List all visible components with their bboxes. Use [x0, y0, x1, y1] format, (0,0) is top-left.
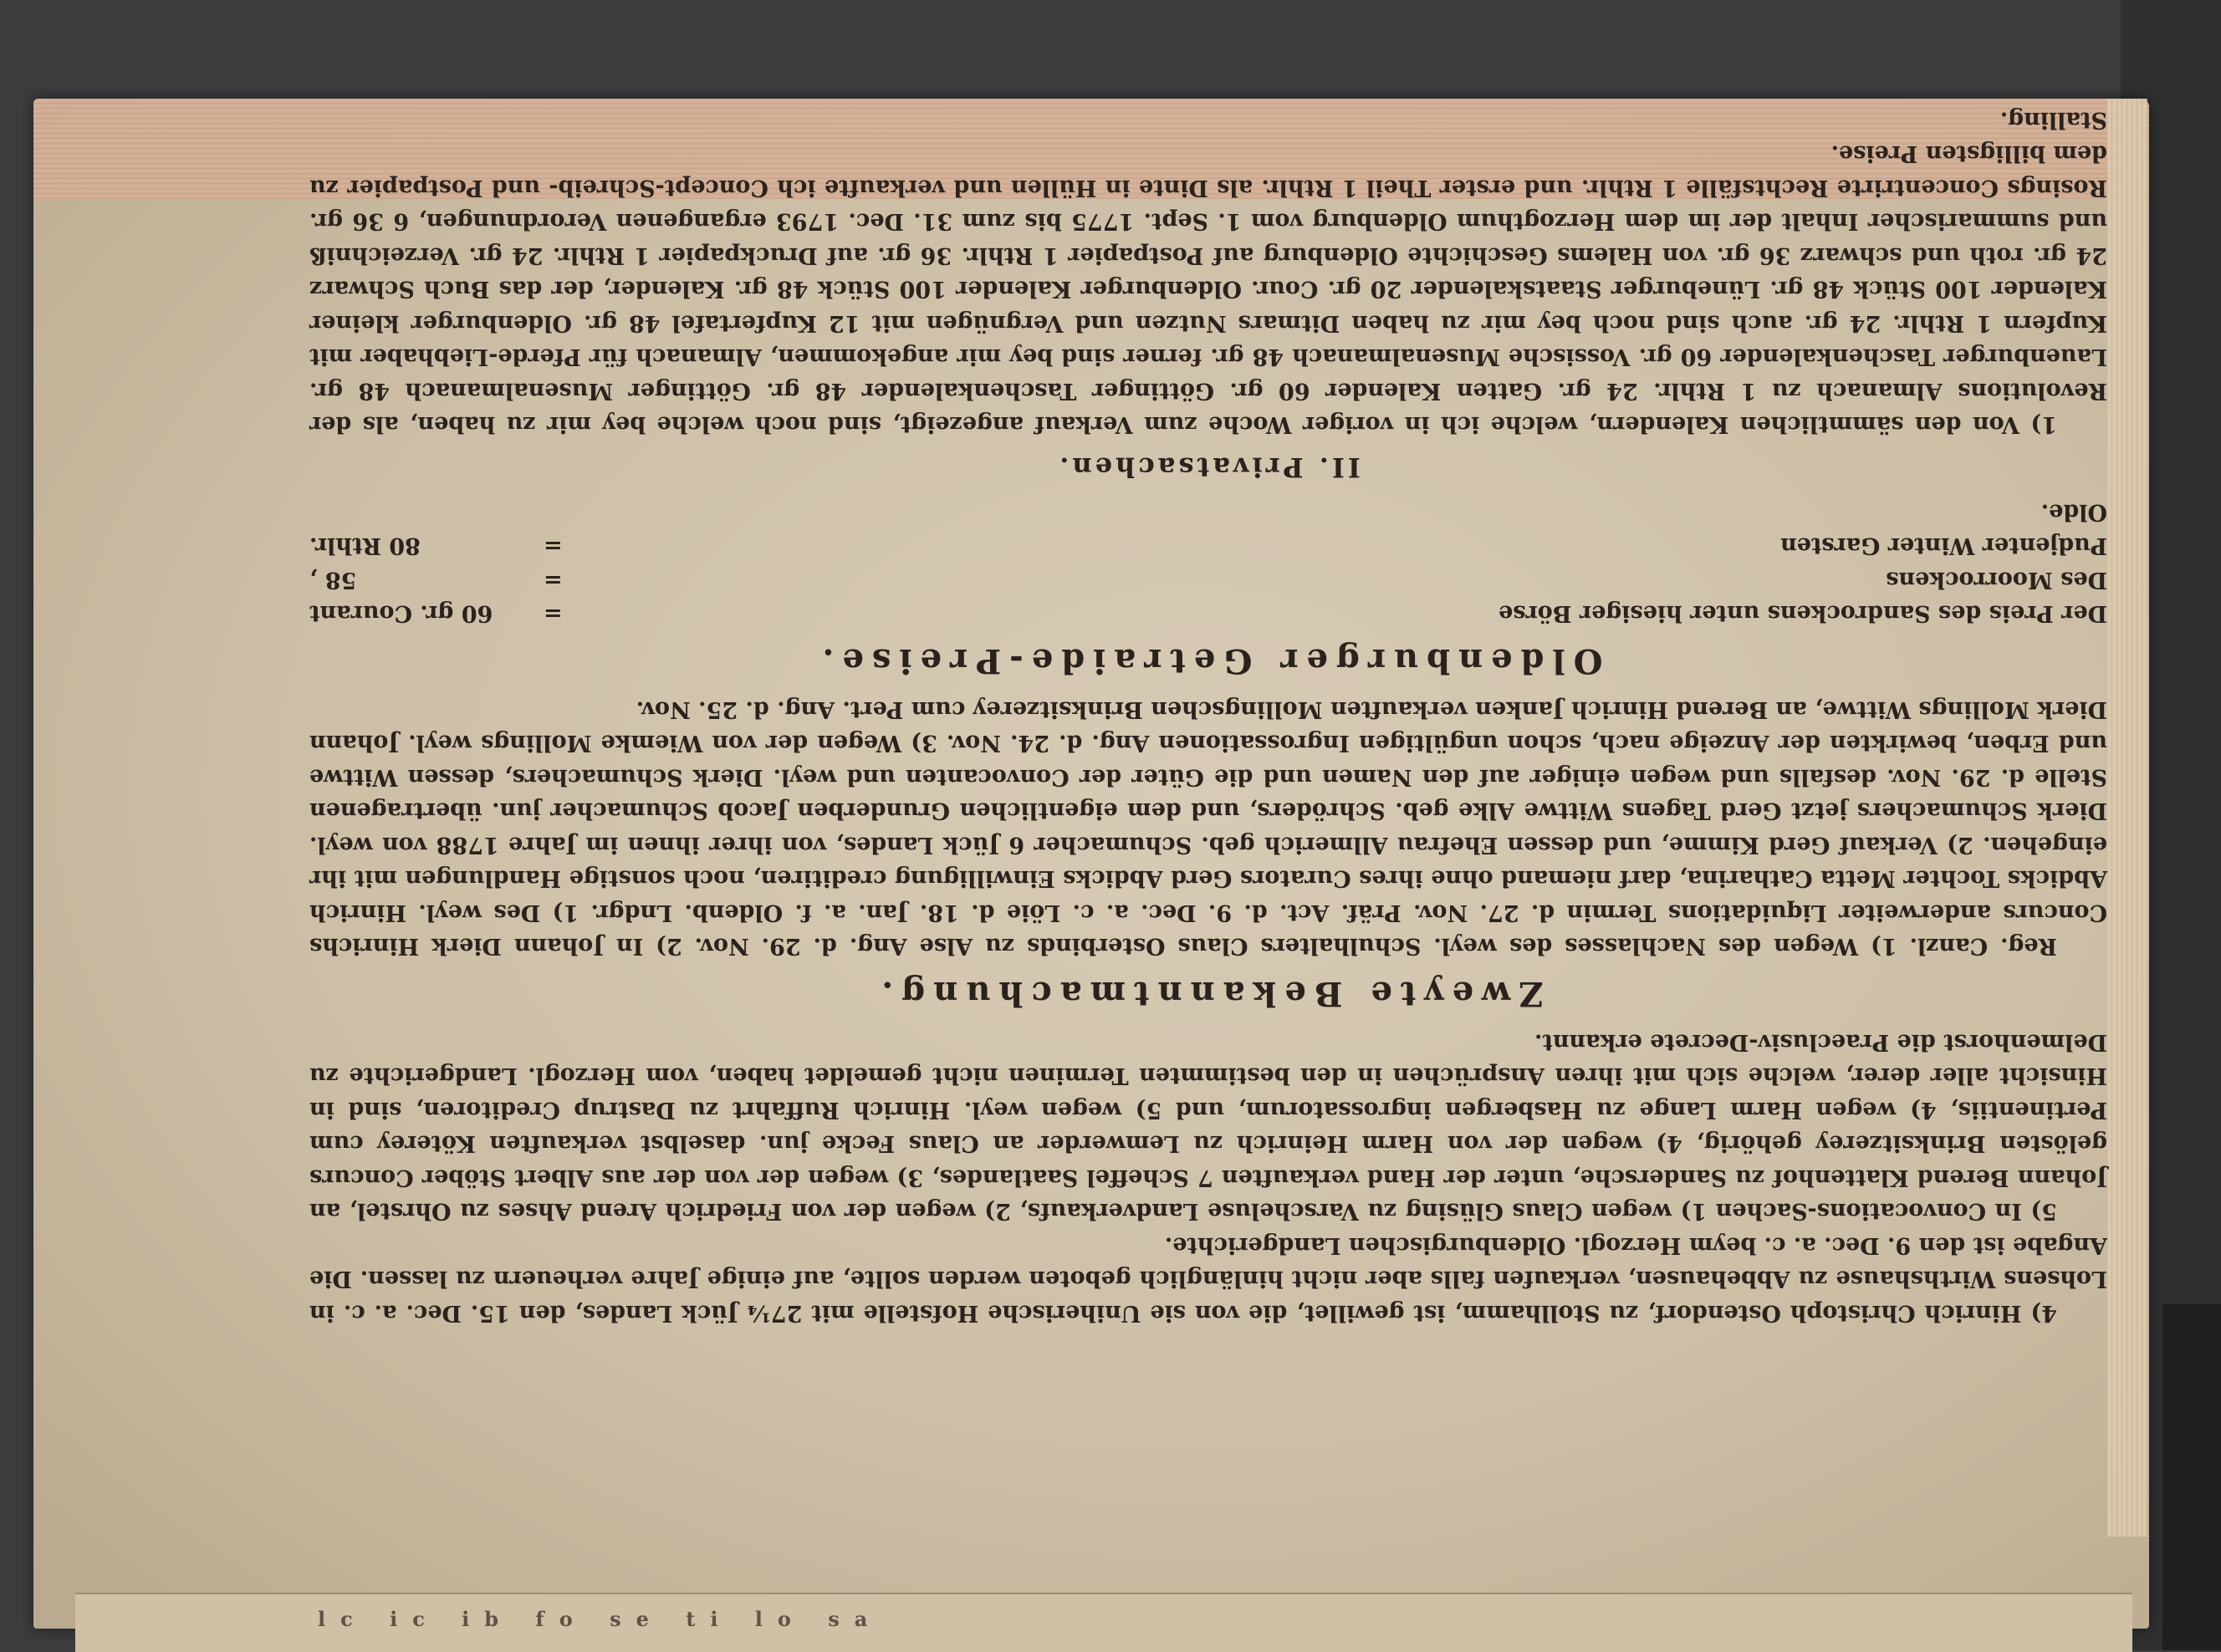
page-stack-right-edge — [2107, 99, 2147, 1537]
price-row-garsten — [309, 528, 2107, 563]
paragraph-calendars: 1) Von den sämmtlichen Kalendern, welche ich in voriger Woche zum Verkauf angezeigt, sind noch welche bey mir zu haben, als der Revolutions Almanach zu 1 Rthlr. 24 gr. Gatten Kalender 60 gr. Göttinger Taschenkalender 48 gr. Göttinger Musenalmanach 48 gr. Lauenburger Taschenkalender 60 gr. Vossische Musenalmanach 48 gr. ferner sind bey mir angekommen, Almanach für Pferde-Liebhaber mit Kupfern 1 Rthlr. 24 gr. auch sind noch bey mir zu haben Ditmars Nutzen und Vergnügen mit 12 Kupfertafel 48 gr. Oldenburger kleiner Kalender 100 Stück 48 gr. Lüneburger Staatskalender 20 gr. Cour. Oldenburger Kalender 100 Stück 48 gr. Kalender, der das Buch Schwarz 24 gr. roth und schwarz 36 gr. von Halems Geschichte Oldenburg auf Postpapier 1 Rthlr. 36 gr. auf Druckpapier 1 Rthlr. 24 gr. Verzeichniß und summarischer Inhalt der im dem Herzogthum Oldenburg vom 1. Sept. 1775 bis zum 31. Dec. 1793 ergangenen Verordnungen, 6 36 gr. Rosings Concentrirte Rechtsfälle 1 Rthlr. und erster Theil 1 Rthlr. als Dinte in Hüllen und verkaufte ich Concept-Schreib- und Postpapier zu dem billigsten Preise. — [309, 140, 2107, 438]
price-separator: = — [544, 600, 563, 627]
price-row-sandrocken — [309, 596, 2107, 630]
price-signature: Olde. — [2040, 499, 2107, 525]
price-separator: = — [544, 533, 563, 559]
notice-paragraph-4: 4) Hinrich Christoph Ostendorf, zu Stollhamm, ist gewillet, die von sie Uniherische Hofstelle mit 27¼ Jück Landes, den 15. Dec. a. c. in Lohsens Wirthshause zu Abbehausen, verkaufen falls aber nicht hinlänglich geboten werden sollte, auf einige Jahre verheuern zu lassen. Die Angabe ist den 9. Dec. a. c. beym Herzogl. Oldenburgischen Landgerichte. — [309, 1232, 2107, 1326]
dark-backdrop-strip — [2162, 1304, 2221, 1650]
heading-announcement: Zweyte Bekanntmachung. — [873, 974, 1544, 1014]
price-label: Der Preis des Sandrockens unter hiesiger Börse — [1499, 600, 2107, 627]
price-label: Des Moorrockens — [1886, 567, 2107, 593]
rotated-text-block — [309, 107, 2107, 1329]
price-value: 80 Rthlr. — [309, 533, 421, 559]
notice-paragraph-5: 5) In Convocations-Sachen 1) wegen Claus Glüsing zu Varscheluse Landverkaufs, 2) wegen der von Friedrich Arend Ahses zu Ohrstel, an Johann Berend Klattenhof zu Sandersche, unter der Hand verkauften 7 Scheffel Saatlandes, 3) wegen der von der aus Albert Stöber Concurs gelösten Brinksitzerey gehörig, 4) wegen der von Harm Heinrich zu Lemwerder an Claus Fecke jun. daselbst verkauften Köterey cum Pertinentiis, 4) wegen Harm Lange zu Hasbergen ingrossatorum, und 5) wegen weyl. Hinrich Ruffahrt zu Dastrup Creditoren, sind in Hinsicht aller derer, welche sich mit ihren Ansprüchen in den bestimmten Terminen nicht gemeldet haben, vom Herzogl. Landgerichte zu Delmenhorst die Praeclusiv-Decrete erkannt. — [309, 1029, 2107, 1225]
heading-grain-prices: Oldenburger Getraide-Preise. — [814, 641, 1603, 681]
paragraph-regierungskanzlei: Reg. Canzl. 1) Wegen des Nachlasses des weyl. Schulhalters Claus Osterbinds zu Alse Ang. d. 29. Nov. 2) In Johann Dierk Hinrichs Concurs anderweiter Liquidations Termin d. 27. Nov. Präf. Act. d. 9. Dec. a. c. Löie d. 18. Jan. a. f. Oldenb. Lndgr. 1) Des weyl. Hinrich Abdicks Tochter Metta Catharina, darf niemand ohne ihres Curators Gerd Abdicks Einwilligung creditiren, noch sonstige Handlungen mit ihr eingehen. 2) Verkauf Gerd Kimme, und dessen Ehefrau Allmerich geb. Schumacher 6 Jück Landes, von ihrer ihnen im Jahre 1788 von weyl. Dierk Schumachers jetzt Gerd Tagens Wittwe Alke geb. Schröders, und dem eigentlichen Grunderben Jacob Schumacher jun. übertragenen Stelle d. 29. Nov. desfalls und wegen einiger auf den Namen und die Güter der Convocanten und weyl. Dierk Schumachers, dessen Wittwe und Erben, bewirkten der Anzeige nach, schon ungültigen Ingrossationen Ang. d. 24. Nov. 3) Wegen der von Wiemke Mollings weyl. Johann Dierk Mollings Wittwe, an Berend Hinrich Janken verkauften Mollingschen Brinksitzerey cum Pert. Ang. d. 25. Nov. — [309, 696, 2107, 960]
price-row-moorrocken — [309, 563, 2107, 597]
price-value: 58 , — [309, 567, 357, 593]
next-page-text-fragment: lc ic ib fo se ti lo sa — [318, 1607, 883, 1631]
price-separator: = — [544, 567, 563, 593]
signature-stalling: Stalling. — [1999, 107, 2107, 133]
price-label: Pudjenter Winter Garsten — [1780, 533, 2107, 559]
heading-private-matters: II. Privatsachen. — [1056, 451, 1361, 484]
price-value: 60 gr. Courant — [309, 600, 493, 627]
